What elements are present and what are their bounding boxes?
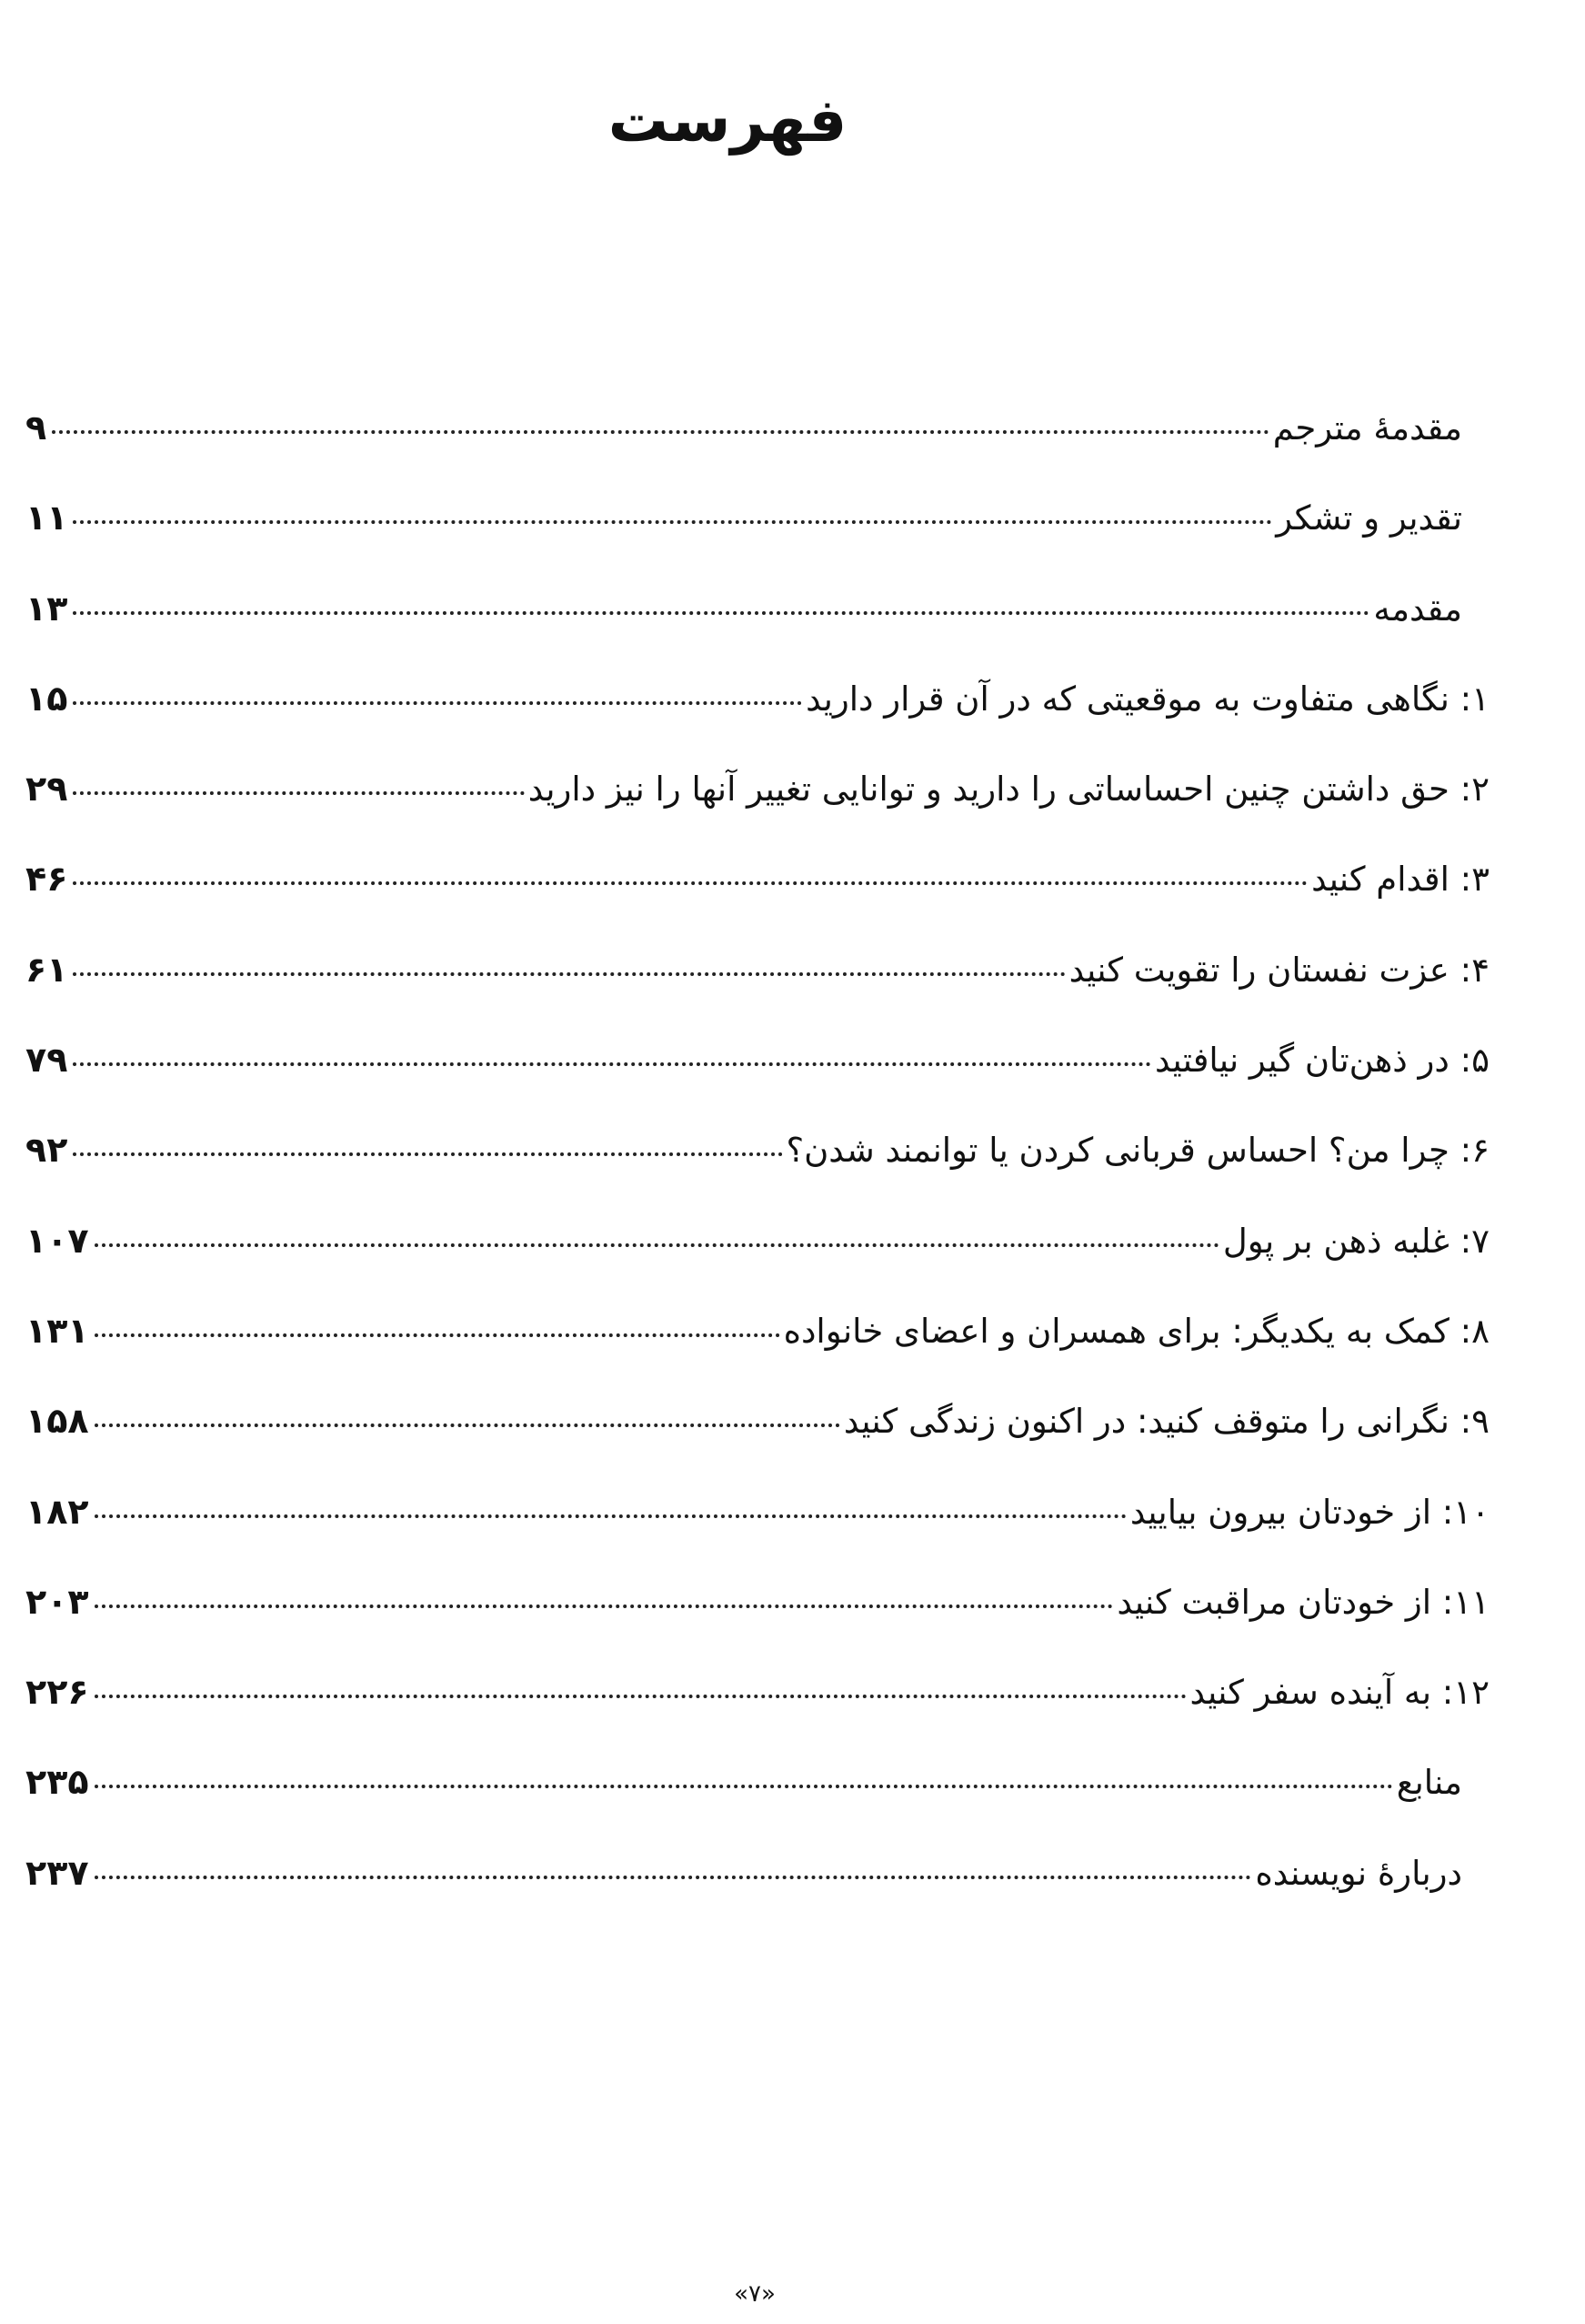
- toc-entry: [25, 851, 1490, 941]
- toc-entry-title: کمک به یکدیگر: برای همسران و اعضای خانواده: [783, 1311, 1450, 1351]
- toc-entry-title: منابع: [1396, 1763, 1462, 1803]
- page-number-footer: «۷»: [734, 2280, 776, 2308]
- chapter-number: ۴:: [1449, 950, 1490, 990]
- dot-leader: [73, 881, 1308, 885]
- dot-leader: [73, 791, 524, 795]
- dot-leader: [73, 701, 802, 705]
- chapter-number: ۶:: [1449, 1131, 1490, 1171]
- toc-page-number: ۱۵: [25, 678, 68, 719]
- dot-leader: [95, 1333, 780, 1337]
- toc-page-number: ۱۱: [25, 498, 68, 538]
- toc-page-number: ۹: [25, 407, 47, 448]
- dot-leader: [73, 972, 1065, 976]
- toc-entry: [25, 1665, 1490, 1755]
- chapter-number: ۹:: [1449, 1402, 1490, 1442]
- dot-leader: [95, 1876, 1252, 1879]
- toc-entry-title: عزت نفستان را تقویت کنید: [1068, 950, 1450, 990]
- dot-leader: [95, 1424, 840, 1427]
- chapter-number: ۸:: [1449, 1311, 1490, 1351]
- dot-leader: [52, 430, 1269, 434]
- toc-entry: [25, 1032, 1490, 1122]
- toc-entry-title: در ذهن‌تان گیر نیافتید: [1154, 1041, 1450, 1081]
- toc-entry-title: مقدمه: [1373, 589, 1462, 629]
- toc-page-number: ۷۹: [25, 1040, 68, 1081]
- chapter-number: ۱۰:: [1431, 1492, 1490, 1532]
- toc-entry: [25, 400, 1490, 490]
- toc-entry: [25, 581, 1490, 671]
- toc-entry-title: حق داشتن چنین احساساتی را دارید و توانایی تغییر آنها را نیز دارید: [527, 770, 1450, 810]
- toc-entry: [25, 671, 1490, 761]
- chapter-number: ۱۲:: [1431, 1673, 1490, 1713]
- toc-page-number: ۱۰۷: [25, 1220, 89, 1261]
- toc-page-number: ۲۹: [25, 769, 68, 810]
- toc-page-number: ۶۱: [25, 949, 68, 990]
- toc-entry-title: به آینده سفر کنید: [1189, 1673, 1432, 1713]
- chapter-number: ۱:: [1449, 679, 1490, 719]
- toc-entry: [25, 1574, 1490, 1665]
- toc-entry: [25, 1846, 1490, 1936]
- toc-page-number: ۲۰۳: [25, 1581, 89, 1622]
- chapter-number: ۲:: [1449, 770, 1490, 810]
- dot-leader: [95, 1605, 1114, 1608]
- toc-page-number: ۱۳: [25, 588, 68, 629]
- toc-entry: [25, 942, 1490, 1032]
- dot-leader: [73, 1152, 782, 1156]
- toc-entry-title: از خودتان مراقبت کنید: [1117, 1582, 1432, 1622]
- toc-entry-title: غلبه ذهن بر پول: [1222, 1221, 1450, 1261]
- toc-entry: [25, 1393, 1490, 1484]
- toc-entry: [25, 1755, 1490, 1845]
- chapter-number: ۳:: [1449, 860, 1490, 900]
- toc-entry: [25, 1122, 1490, 1212]
- dot-leader: [95, 1243, 1219, 1247]
- chapter-number: ۷:: [1449, 1221, 1490, 1261]
- toc-entry-title: از خودتان بیرون بیایید: [1129, 1492, 1432, 1532]
- toc-page-number: ۱۳۱: [25, 1310, 89, 1351]
- toc-entry-title: چرا من؟ احساس قربانی کردن یا توانمند شدن؟: [786, 1131, 1450, 1171]
- toc-page-number: ۴۶: [25, 859, 68, 900]
- toc-entry: [25, 1213, 1490, 1303]
- dot-leader: [73, 611, 1369, 615]
- dot-leader: [95, 1785, 1393, 1788]
- chapter-number: ۱۱:: [1431, 1582, 1490, 1622]
- toc-entry: [25, 761, 1490, 851]
- toc-page-number: ۲۲۶: [25, 1672, 89, 1713]
- toc-entry-title: نگاهی متفاوت به موقعیتی که در آن قرار دارید: [806, 679, 1450, 719]
- page-title: فهرست: [607, 86, 848, 156]
- table-of-contents: [25, 400, 1490, 1936]
- toc-entry: [25, 1303, 1490, 1393]
- dot-leader: [73, 520, 1272, 524]
- toc-entry-title: نگرانی را متوقف کنید: در اکنون زندگی کنید: [843, 1402, 1450, 1442]
- toc-page-number: ۲۳۷: [25, 1852, 89, 1893]
- dot-leader: [95, 1695, 1187, 1698]
- toc-entry-title: دربارۀ نویسنده: [1255, 1853, 1462, 1893]
- toc-entry: [25, 490, 1490, 580]
- toc-entry-title: مقدمۀ مترجم: [1272, 408, 1462, 448]
- toc-page-number: ۹۲: [25, 1130, 68, 1171]
- chapter-number: ۵:: [1449, 1041, 1490, 1081]
- toc-page-number: ۲۳۵: [25, 1762, 89, 1803]
- toc-entry-title: تقدیر و تشکر: [1276, 498, 1462, 538]
- toc-entry: [25, 1484, 1490, 1574]
- dot-leader: [73, 1062, 1151, 1066]
- toc-page-number: ۱۸۲: [25, 1491, 89, 1532]
- dot-leader: [95, 1514, 1127, 1518]
- toc-page-number: ۱۵۸: [25, 1401, 89, 1442]
- toc-entry-title: اقدام کنید: [1311, 860, 1450, 900]
